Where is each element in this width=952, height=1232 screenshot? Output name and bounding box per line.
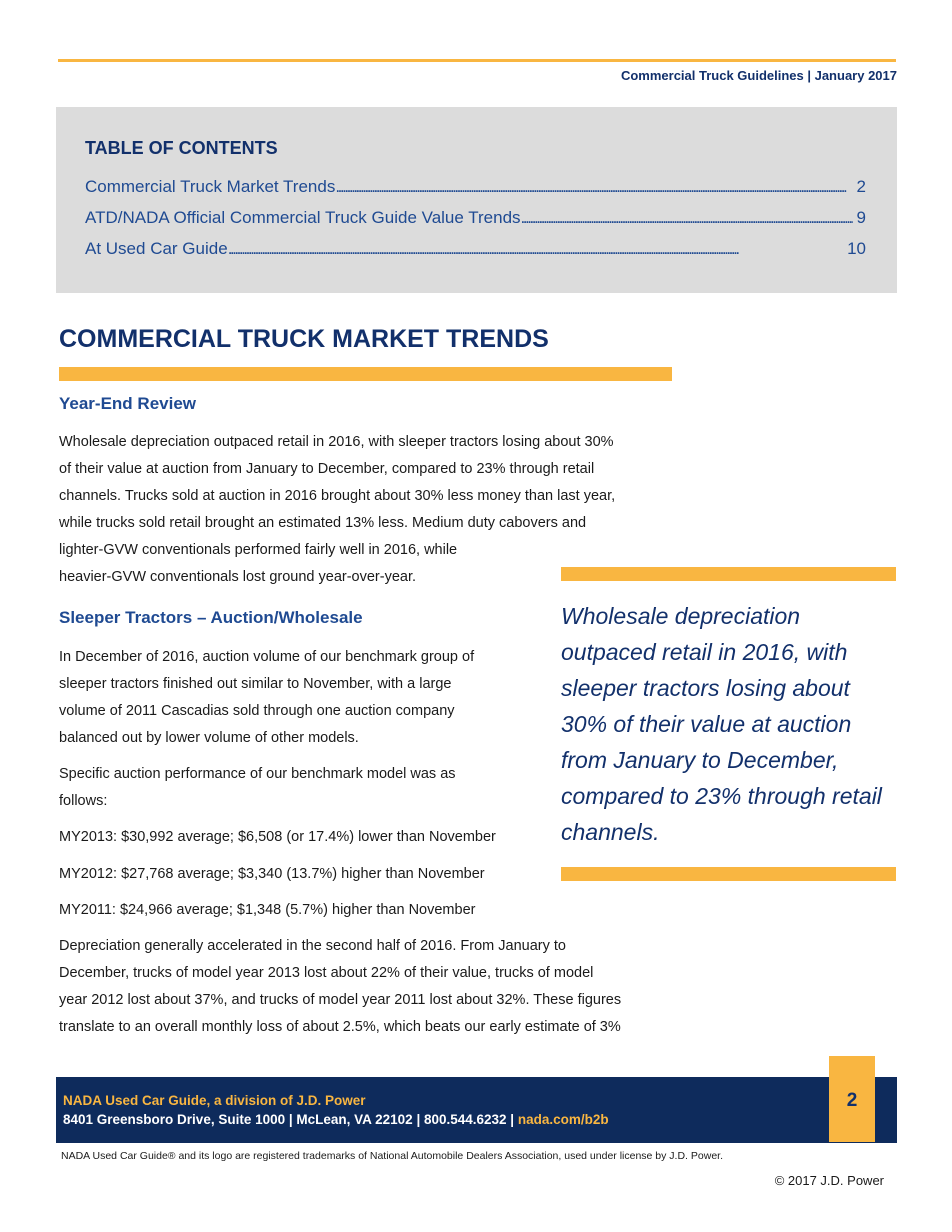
toc-item-label: Commercial Truck Market Trends bbox=[85, 177, 336, 196]
footer-address-text: 8401 Greensboro Drive, Suite 1000 | McLean, VA 22102 | 800.544.6232 | bbox=[63, 1112, 518, 1127]
page-number: 2 bbox=[846, 1090, 858, 1111]
toc-item-label: ATD/NADA Official Commercial Truck Guide Value Trends bbox=[85, 208, 521, 227]
text-line: sleeper tractors finished out similar to November, with a large bbox=[59, 676, 452, 692]
sleeper-paragraph-1 bbox=[59, 644, 539, 752]
toc-leader-dots bbox=[521, 208, 853, 228]
text-line: while trucks sold retail brought an estimated 13% less. Medium duty cabovers and bbox=[59, 515, 587, 531]
footer-company: NADA Used Car Guide, a division of J.D. Power bbox=[63, 1093, 366, 1108]
my2012-result: MY2012: $27,768 average; $3,340 (13.7%) higher than November bbox=[59, 866, 485, 882]
toc-item-label: At Used Car Guide bbox=[85, 239, 228, 258]
toc-item-page: 2 bbox=[856, 177, 866, 196]
text-line: December, trucks of model year 2013 lost about 22% of their value, trucks of model bbox=[59, 965, 594, 981]
text-line: lighter-GVW conventionals performed fairly well in 2016, while bbox=[59, 542, 458, 558]
header-title: Commercial Truck Guidelines | January 2017 bbox=[620, 68, 897, 83]
text-line: Specific auction performance of our benchmark model was as bbox=[59, 766, 456, 782]
toc-heading: TABLE OF CONTENTS bbox=[85, 138, 278, 158]
text-line: of their value at auction from January to December, compared to 23% through retail bbox=[59, 461, 595, 477]
section-title: COMMERCIAL TRUCK MARKET TRENDS bbox=[59, 325, 549, 353]
toc-leader-dots bbox=[335, 177, 852, 197]
toc-item-used-car-guide[interactable] bbox=[85, 239, 866, 263]
text-line: In December of 2016, auction volume of our benchmark group of bbox=[59, 649, 475, 665]
quote-line: 30% of their value at auction bbox=[561, 711, 852, 737]
text-line: follows: bbox=[59, 793, 108, 809]
quote-line: compared to 23% through retail bbox=[561, 783, 882, 809]
header-rule bbox=[58, 59, 896, 62]
text-line: channels. Trucks sold at auction in 2016 brought about 30% less money than last year, bbox=[59, 488, 616, 504]
toc-item-page: 10 bbox=[847, 239, 866, 258]
copyright: © 2017 J.D. Power bbox=[774, 1173, 884, 1188]
trademark-notice: NADA Used Car Guide® and its logo are registered trademarks of National Automobile Dealers Association, used under license by J.D. Power. bbox=[61, 1150, 723, 1162]
footer-website-link[interactable]: nada.com/b2b bbox=[517, 1112, 609, 1127]
text-line: year 2012 lost about 37%, and trucks of model year 2011 lost about 32%. These figures bbox=[59, 992, 622, 1008]
depreciation-paragraph bbox=[59, 933, 689, 1041]
text-line: translate to an overall monthly loss of about 2.5%, which beats our early estimate of 3% bbox=[59, 1019, 621, 1035]
pull-quote bbox=[561, 598, 896, 850]
quote-line: sleeper tractors losing about bbox=[561, 675, 850, 701]
text-line: heavier-GVW conventionals lost ground year-over-year. bbox=[59, 569, 417, 585]
text-line: Depreciation generally accelerated in the second half of 2016. From January to bbox=[59, 938, 566, 954]
quote-line: outpaced retail in 2016, with bbox=[561, 639, 848, 665]
text-line: balanced out by lower volume of other models. bbox=[59, 730, 359, 746]
quote-line: channels. bbox=[561, 819, 660, 845]
my2013-result: MY2013: $30,992 average; $6,508 (or 17.4%) lower than November bbox=[59, 829, 496, 845]
toc-leader-dots bbox=[228, 239, 843, 259]
footer-band bbox=[56, 1077, 897, 1143]
text-line: Wholesale depreciation outpaced retail in 2016, with sleeper tractors losing about 30% bbox=[59, 434, 614, 450]
toc-item-page: 9 bbox=[856, 208, 866, 227]
quote-line: from January to December, bbox=[561, 747, 839, 773]
year-end-review-heading: Year-End Review bbox=[59, 394, 197, 413]
toc-item-atd-nada-value-trends[interactable] bbox=[85, 208, 866, 232]
my2011-result: MY2011: $24,966 average; $1,348 (5.7%) higher than November bbox=[59, 902, 476, 918]
sleeper-paragraph-2 bbox=[59, 761, 539, 815]
pull-quote-top-bar bbox=[561, 567, 896, 581]
footer-address bbox=[63, 1112, 609, 1127]
toc-item-commercial-truck-market-trends[interactable] bbox=[85, 177, 866, 201]
pull-quote-bottom-bar bbox=[561, 867, 896, 881]
quote-line: Wholesale depreciation bbox=[561, 603, 801, 629]
section-title-bar bbox=[59, 367, 672, 381]
text-line: volume of 2011 Cascadias sold through one auction company bbox=[59, 703, 455, 719]
sleeper-tractors-heading: Sleeper Tractors – Auction/Wholesale bbox=[59, 608, 363, 627]
